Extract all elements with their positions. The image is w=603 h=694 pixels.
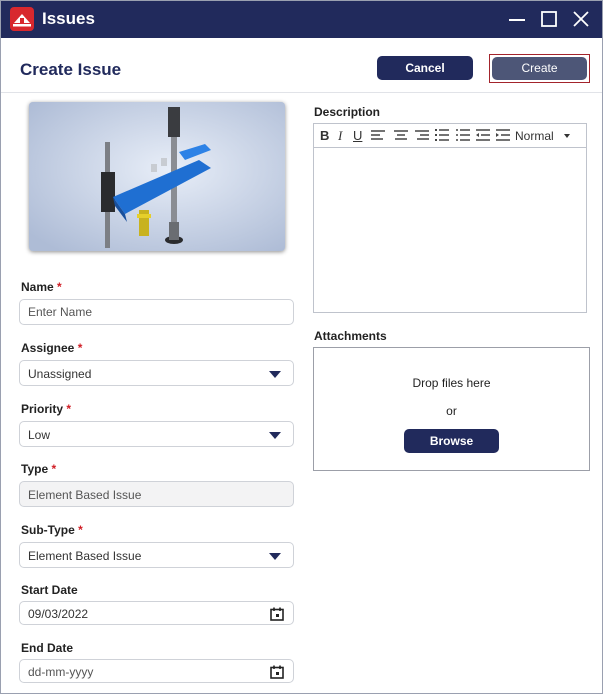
close-button[interactable]	[568, 7, 594, 31]
name-field	[19, 299, 294, 325]
page-title: Create Issue	[20, 60, 122, 79]
end-date-label: End Date	[21, 641, 74, 655]
description-label: Description	[314, 105, 381, 119]
name-input[interactable]	[20, 300, 293, 324]
browse-button[interactable]: Browse	[404, 429, 499, 453]
caret-down-icon	[564, 134, 570, 138]
type-label: Type *	[21, 462, 57, 476]
element-thumbnail	[29, 102, 285, 251]
indent-button[interactable]	[496, 129, 510, 142]
align-center-button[interactable]	[394, 130, 408, 142]
calendar-icon[interactable]	[270, 607, 284, 621]
bullet-list-icon	[456, 129, 470, 142]
description-editor[interactable]	[313, 123, 587, 313]
start-date-input[interactable]	[19, 601, 294, 625]
minimize-button[interactable]	[504, 7, 530, 31]
outdent-icon	[476, 129, 490, 142]
chevron-down-icon	[269, 371, 281, 378]
attachments-dropzone[interactable]	[313, 347, 590, 471]
underline-button[interactable]: U	[353, 128, 363, 143]
ordered-list-button[interactable]	[435, 129, 449, 142]
bullet-list-button[interactable]	[456, 129, 470, 142]
subtype-select[interactable]	[19, 542, 294, 568]
align-center-icon	[394, 130, 408, 142]
heading-select[interactable]: Normal	[515, 129, 554, 143]
outdent-button[interactable]	[476, 129, 490, 142]
align-left-icon	[371, 130, 385, 142]
maximize-button[interactable]	[536, 7, 562, 31]
italic-button[interactable]: I	[338, 128, 343, 143]
align-left-button[interactable]	[371, 130, 385, 142]
assignee-select[interactable]	[19, 360, 294, 386]
chevron-down-icon	[269, 432, 281, 439]
minimize-icon	[508, 10, 526, 28]
priority-value: Low	[28, 428, 51, 442]
priority-select[interactable]	[19, 421, 294, 447]
create-button[interactable]: Create	[492, 57, 587, 80]
type-field	[19, 481, 294, 507]
title-bar	[1, 1, 602, 38]
or-text: or	[446, 404, 457, 418]
type-value: Element Based Issue	[28, 488, 142, 502]
end-date-placeholder: dd-mm-yyyy	[28, 665, 94, 679]
close-icon	[572, 10, 590, 28]
align-right-icon	[415, 130, 429, 142]
form-header	[1, 38, 602, 93]
drop-files-text: Drop files here	[412, 376, 491, 390]
maximize-icon	[540, 10, 558, 28]
subtype-label: Sub-Type *	[21, 523, 83, 537]
indent-icon	[496, 129, 510, 142]
start-date-value: 09/03/2022	[28, 607, 89, 621]
align-right-button[interactable]	[415, 130, 429, 142]
start-date-label: Start Date	[21, 583, 78, 597]
ordered-list-icon	[435, 129, 449, 142]
chevron-down-icon	[269, 553, 281, 560]
assignee-label: Assignee *	[21, 341, 83, 355]
subtype-value: Element Based Issue	[28, 549, 142, 563]
app-logo-icon	[10, 7, 34, 31]
cancel-button[interactable]: Cancel	[377, 56, 473, 80]
create-button-focus-ring	[489, 54, 590, 83]
end-date-input[interactable]	[19, 659, 294, 683]
editor-toolbar	[314, 124, 586, 148]
name-label: Name *	[21, 280, 62, 294]
bold-button[interactable]: B	[320, 128, 330, 143]
assignee-value: Unassigned	[28, 367, 92, 381]
attachments-label: Attachments	[314, 329, 387, 343]
priority-label: Priority *	[21, 402, 72, 416]
calendar-icon[interactable]	[270, 665, 284, 679]
window-title: Issues	[42, 9, 95, 28]
